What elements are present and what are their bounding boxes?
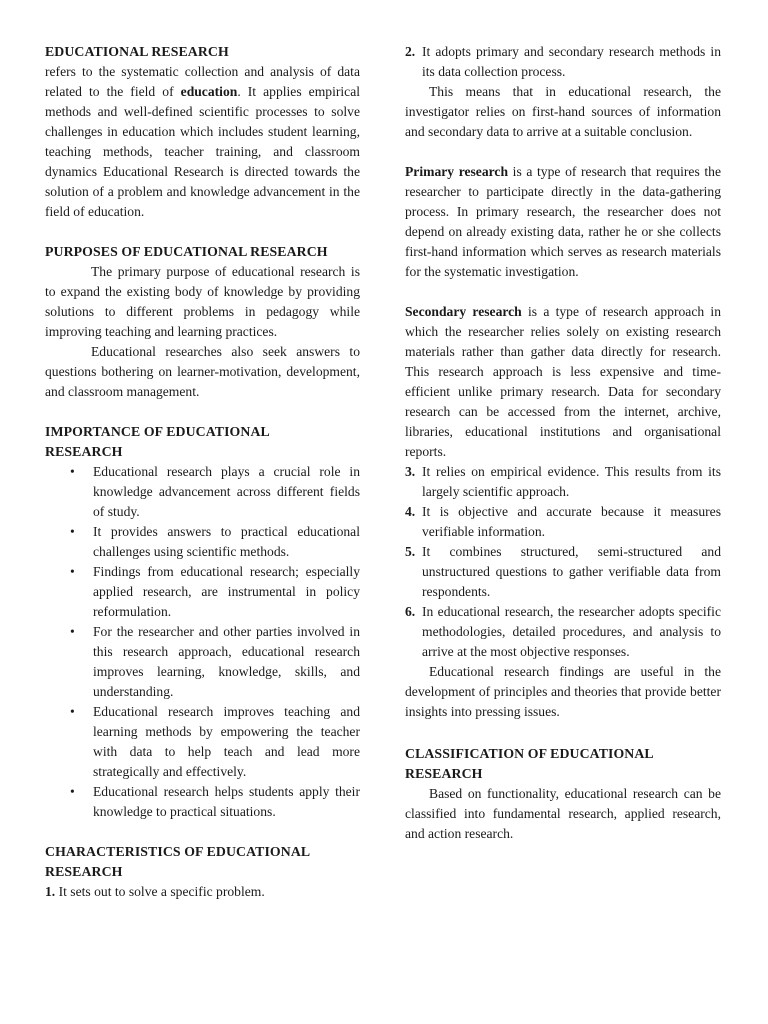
importance-heading: IMPORTANCE OF EDUCATIONAL RESEARCH (45, 424, 270, 459)
list-item: 4. It is objective and accurate because it measures verifiable information. (405, 504, 721, 539)
item-number: 1. (45, 884, 56, 899)
list-item: • Educational research plays a crucial role in knowledge advancement across different fields of study. (70, 464, 360, 519)
characteristics-heading: CHARACTERISTICS OF EDUCATIONAL RESEARCH (45, 844, 310, 879)
educational-research-definition: refers to the systematic collection and analysis of data related to the field of education. It applies empirical methods and well-defined scientific processes to solve challenges in education which includes student learning, teaching methods, teacher training, and classroom dynamics Educational Research is directed towards the solution of a problem and knowledge advancement in the field of education. (45, 64, 360, 219)
educational-research-heading: EDUCATIONAL RESEARCH (45, 44, 229, 59)
right-column (405, 42, 721, 844)
bullet-icon: • (70, 464, 75, 479)
item-number: 3. (405, 464, 416, 479)
item-number: 2. (405, 44, 416, 59)
list-item: • Findings from educational research; especially applied research, are instrumental in policy reformulation. (70, 564, 360, 619)
classification-paragraph: Based on functionality, educational research can be classified into fundamental research, applied research, and action research. (405, 786, 721, 841)
left-column (45, 42, 360, 902)
purposes-paragraph-2: Educational researches also seek answers to questions bothering on learner-motivation, development, and classroom management. (45, 344, 360, 399)
list-item: 3. It relies on empirical evidence. This results from its largely scientific approach. (405, 464, 721, 499)
findings-paragraph: Educational research findings are useful in the development of principles and theories that provide better insights into pressing issues. (405, 664, 721, 719)
purposes-heading: PURPOSES OF EDUCATIONAL RESEARCH (45, 244, 328, 259)
list-item: 6. In educational research, the researcher adopts specific methodologies, detailed procedures, and analysis to arrive at the most objective responses. (405, 604, 721, 659)
item-number: 6. (405, 604, 416, 619)
list-item: 2. It adopts primary and secondary research methods in its data collection process. (405, 44, 721, 79)
list-item: • For the researcher and other parties involved in this research approach, educational research improves learning, knowledge, skills, and understanding. (70, 624, 360, 699)
primary-research-term: Primary research (405, 164, 509, 179)
primary-secondary-explanation: This means that in educational research, the investigator relies on first-hand sources of information and secondary data to arrive at a suitable conclusion. (405, 84, 721, 139)
list-item: 5. It combines structured, semi-structured and unstructured questions to gather verifiable data from respondents. (405, 544, 721, 599)
purposes-paragraph-1: The primary purpose of educational research is to expand the existing body of knowledge by providing solutions to different problems in pedagogy while improving teaching and learning practices. (45, 264, 360, 339)
education-bold-term: education (180, 84, 238, 99)
characteristics-list-more (405, 462, 721, 662)
bullet-icon: • (70, 624, 75, 639)
bullet-icon: • (70, 784, 75, 799)
primary-research-paragraph: Primary research is a type of research that requires the researcher to participate directly in the data-gathering process. In primary research, the researcher does not depend on already existing data, rather he or she collects first-hand information which serves as research materials for the systematic investigation. (405, 164, 721, 279)
bullet-icon: • (70, 564, 75, 579)
characteristics-list-continued (405, 42, 721, 82)
list-item: • Educational research helps students apply their knowledge to practical situations. (70, 784, 360, 819)
classification-heading: CLASSIFICATION OF EDUCATIONAL RESEARCH (405, 746, 653, 781)
secondary-research-paragraph: Secondary research is a type of research approach in which the researcher relies solely on existing research materials rather than gather data directly for research. This research approach is less expensive and time-efficient unlike primary research. Data for secondary research can be accessed from the internet, archive, libraries, educational institutions and organisational reports. (405, 304, 721, 459)
list-item: • It provides answers to practical educational challenges using scientific methods. (70, 524, 360, 559)
item-number: 4. (405, 504, 416, 519)
secondary-research-term: Secondary research (405, 304, 522, 319)
item-number: 5. (405, 544, 416, 559)
list-item: • Educational research improves teaching and learning methods by empowering the teacher with data to help teach and lead more strategically and effectively. (70, 704, 360, 779)
importance-list (45, 462, 360, 822)
bullet-icon: • (70, 524, 75, 539)
bullet-icon: • (70, 704, 75, 719)
characteristic-item-1: 1. It sets out to solve a specific problem. (45, 884, 265, 899)
